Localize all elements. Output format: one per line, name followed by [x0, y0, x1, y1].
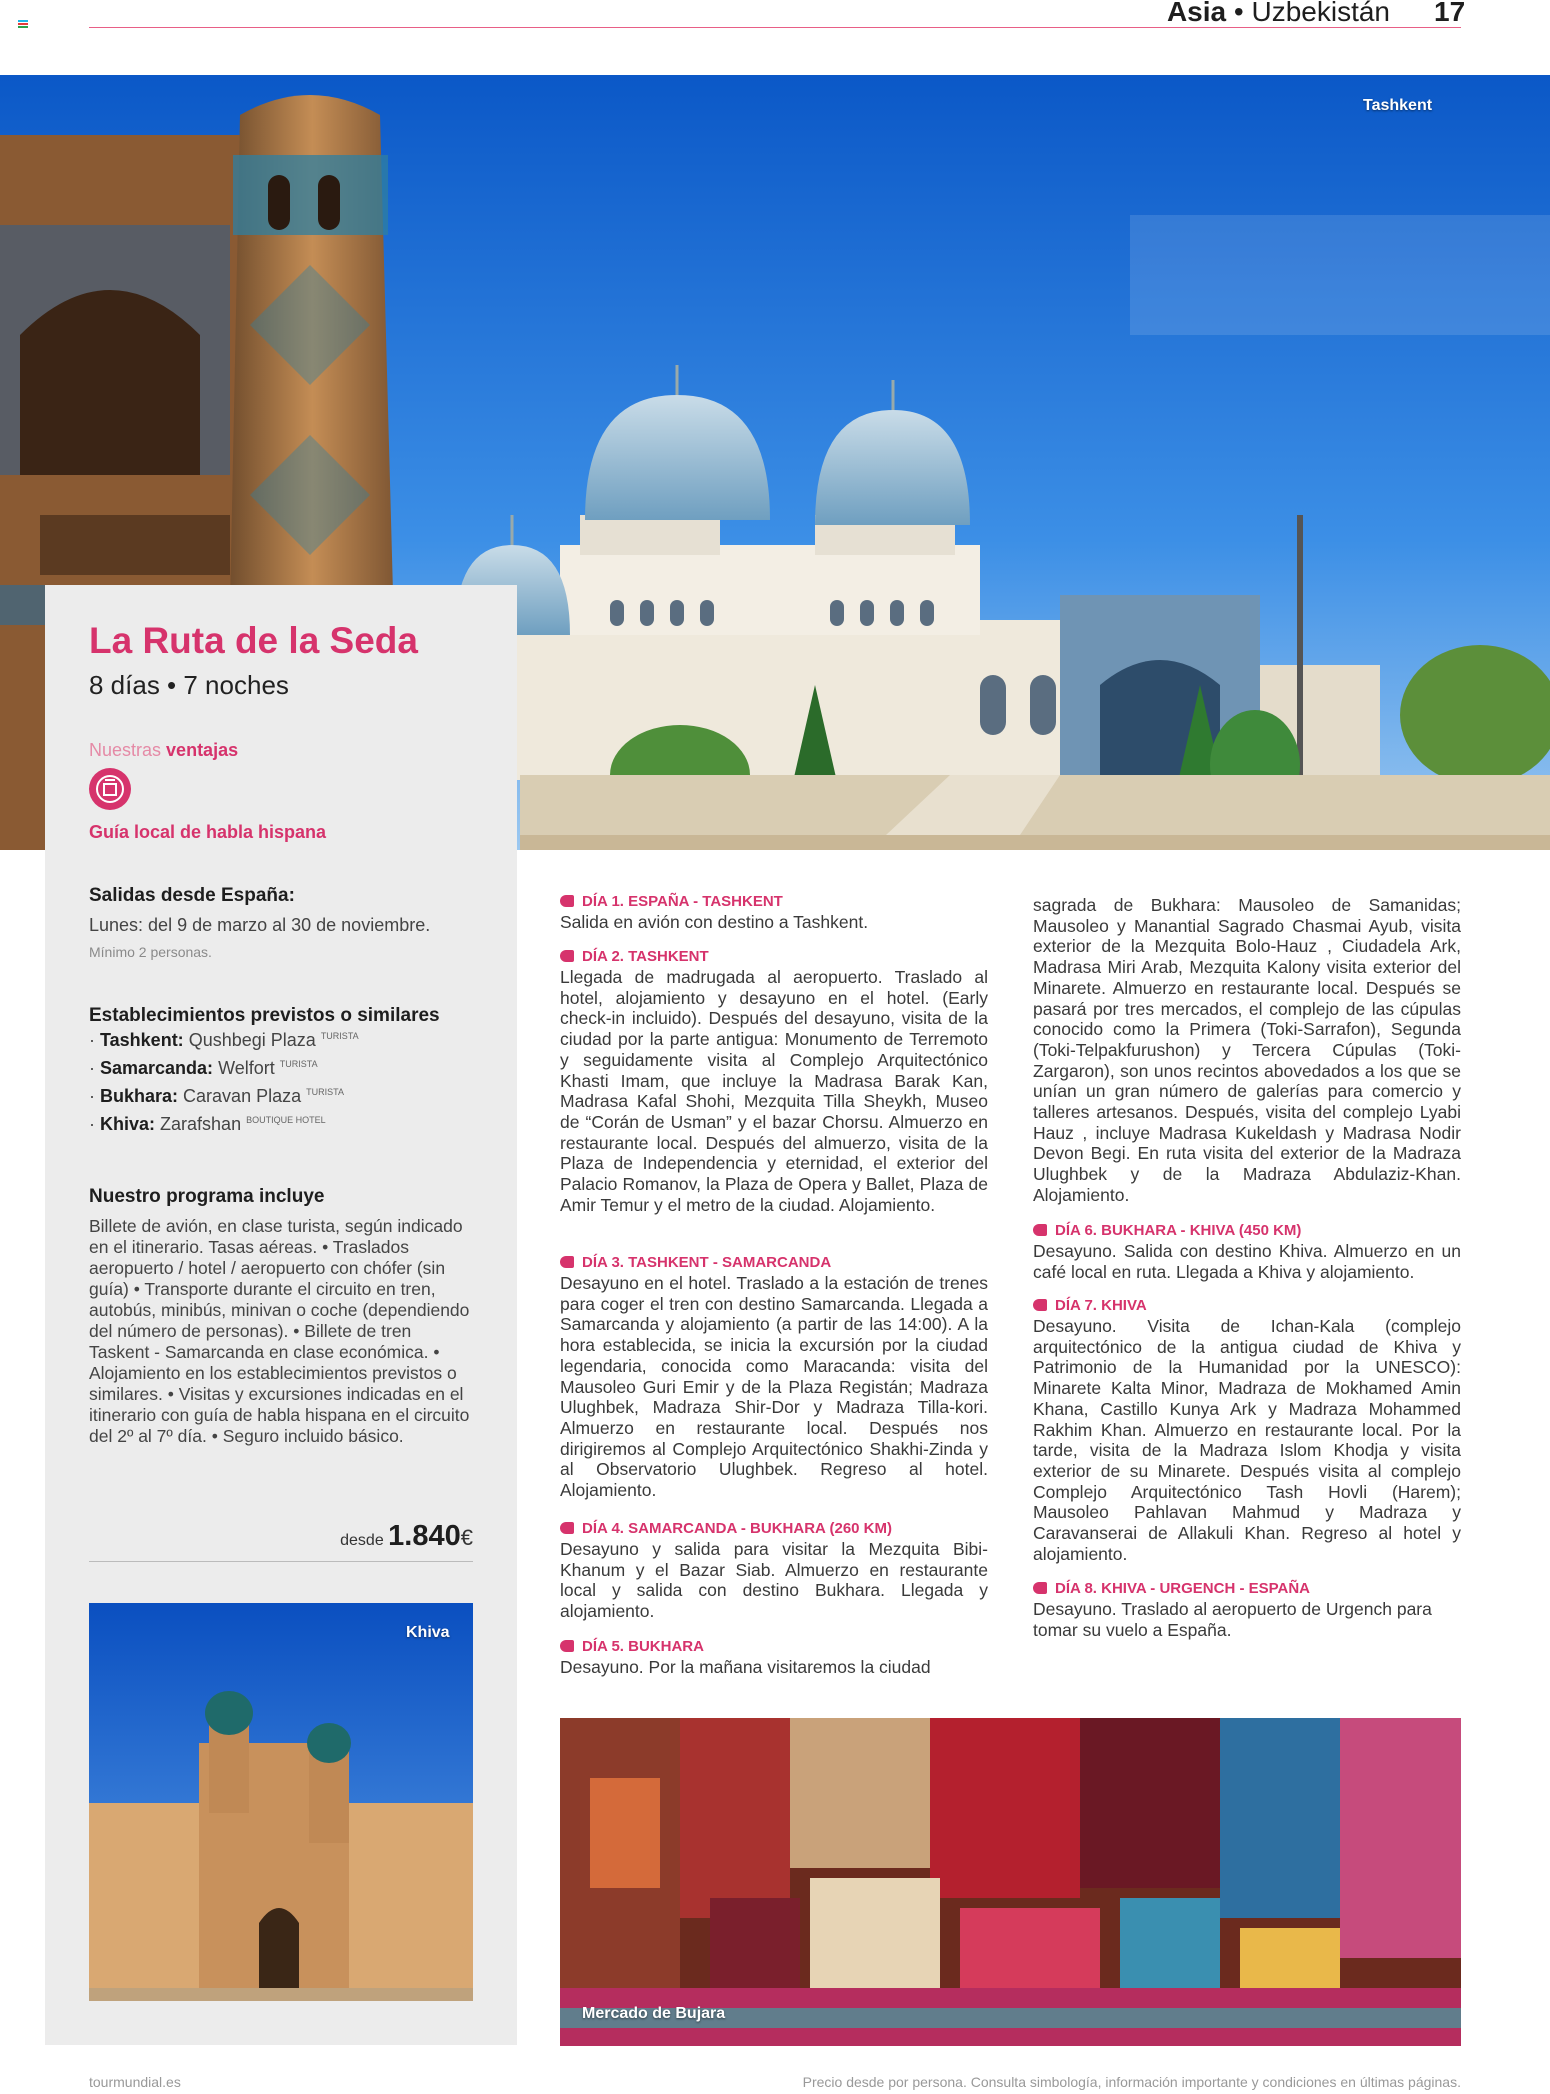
hotel-item: · Tashkent: Qushbegi Plaza $^{TURISTA}$: [89, 1030, 359, 1050]
price-amount: 1.840: [388, 1520, 461, 1552]
advantages-word: ventajas: [166, 740, 239, 760]
hotels-title: Establecimientos previstos o similares: [89, 1005, 440, 1026]
day-7-text: Desayuno. Visita de Ichan-Kala (complejo arquitectónico de la antigua ciudad de Khiva y Patrimonio de la Humanidad por la UNESCO): Minarete Kalta Minor, Madraza de Mokhamed Amin Khana, Castillo Kunya Ark y Madraza Mohammed Rakhim Khan. Almuerzo en restaurante local. Por la tarde, visita de la Madraza Islom Khodja y visita exterior de su Minarete. Después visita al complejo Complejo Arquitectónico Tash Hovli (Harem); Mausoleo Pahlavan Mahmud y Madraza y Caravanserai de Allakuli Khan. Regreso al hotel y alojamiento.: [1033, 1316, 1461, 1564]
page-header: Asia • Uzbekistán: [1167, 0, 1390, 28]
price-from-label: desde: [340, 1532, 384, 1549]
day-4-title: [560, 1520, 892, 1537]
day-title-text: DÍA 6. BUKHARA - KHIVA (450 KM): [1055, 1222, 1302, 1239]
day-title-text: DÍA 7. KHIVA: [1055, 1297, 1147, 1314]
hero-photo-label: Tashkent: [1363, 97, 1433, 114]
departures-dates: Lunes: del 9 de marzo al 30 de noviembre.: [89, 915, 431, 935]
day-5-text-continued: sagrada de Bukhara: Mausoleo de Samanidas; Mausoleo y Manantial Sagrado Chasmai Ayub, visita exterior de la Mezquita Bolo-Hauz , Ciudadela Ark, Madrasa Miri Arab, Mezquita Kalony visita exterior del Minarete. Almuerzo en restaurante local. Después se pasará por tres mercados, el complejo de las cúpulas conocido como la Primera (Toki-Sarrafon), Segunda (Toki-Telpakfurushon) y Tercera Cúpulas (Toki-Zargaron), son unos recintos abovedados a los que se unían un gran número de galerías para comercio y talleres artesanos. Después, visita del complejo Lyabi Hauz , incluye Madrasa Kukeldash y Madrasa Nodir Devon Begi. En ruta visita del exterior de la Madraza Ulughbek y de la Madraza Abdulaziz-Khan. Alojamiento.: [1033, 895, 1461, 1205]
tag-icon: [560, 895, 574, 907]
day-5-text: Desayuno. Por la mañana visitaremos la ciudad: [560, 1657, 931, 1677]
departures-minimum: Mínimo 2 personas.: [89, 944, 212, 960]
guide-label: Guía local de habla hispana: [89, 822, 327, 842]
khiva-photo: [89, 1603, 473, 2001]
hotel-category: BOUTIQUE HOTEL: [246, 1115, 326, 1125]
hotel-item: · Samarcanda: Welfort $^{TURISTA}$: [89, 1058, 318, 1078]
day-1-text: Salida en avión con destino a Tashkent.: [560, 912, 869, 932]
tag-icon: [560, 1522, 574, 1534]
hotel-category: TURISTA: [320, 1031, 359, 1041]
market-photo: [560, 1718, 1461, 2046]
footer-website[interactable]: tourmundial.es: [89, 2074, 181, 2090]
hotel-item: · Bukhara: Caravan Plaza $^{TURISTA}$: [89, 1086, 344, 1106]
hotel-name: Zarafshan: [160, 1114, 242, 1134]
tag-icon: [1033, 1582, 1047, 1594]
tag-icon: [560, 950, 574, 962]
tag-icon: [560, 1256, 574, 1268]
flag-icon: [18, 20, 28, 27]
hotel-city: Samarcanda:: [100, 1058, 214, 1078]
day-7-title: [1033, 1297, 1147, 1314]
departures-title: Salidas desde España:: [89, 885, 295, 906]
header-country: Uzbekistán: [1251, 0, 1390, 27]
hotel-city: Bukhara:: [100, 1086, 179, 1106]
day-title-text: DÍA 4. SAMARCANDA - BUKHARA (260 KM): [582, 1520, 893, 1537]
day-2-text: Llegada de madrugada al aeropuerto. Traslado al hotel, alojamiento y desayuno en el hotel. (Early check-in incluido). Después del desayuno, visita de la ciudad por la parte antigua: Monumento de Terremoto y seguidamente visita al Complejo Arquitectónico Khasti Imam, que incluye la Madrasa Barak Kan, Madrasa Kafal Shohi, Mezquita Tilla Sheykh, Museo de “Corán de Usman” y el bazar Chorsu. Almuerzo en restaurante local. Después del almuerzo, visita de la Plaza de Independencia y eternidad, el exterior del Palacio Romanov, la Plaza de Opera y Ballet, Plaza de Amir Temur y el metro de la ciudad. Alojamiento.: [560, 967, 988, 1215]
footer-note: Precio desde por persona. Consulta simbología, información importante y condiciones en últimas páginas.: [802, 2074, 1461, 2090]
day-2-title: [560, 948, 709, 965]
local-guide-icon: [89, 768, 131, 810]
day-title-text: DÍA 1. ESPAÑA - TASHKENT: [582, 893, 783, 910]
hotel-city: Tashkent:: [100, 1030, 184, 1050]
tour-duration: 8 días • 7 noches: [89, 670, 289, 700]
day-8-text: Desayuno. Traslado al aeropuerto de Urgench para tomar su vuelo a España.: [1033, 1599, 1432, 1640]
day-4-text: Desayuno y salida para visitar la Mezquita Bibi-Khanum y el Bazar Siab. Almuerzo en restaurante local y salida con destino Bukhara. Llegada y alojamiento.: [560, 1539, 988, 1622]
day-3-text: Desayuno en el hotel. Traslado a la estación de trenes para coger el tren con destino Samarcanda. Llegada a Samarcanda y alojamiento (a partir de las 14:00). A la hora establecida, se inicia la excursión por la ciudad legendaria, conocida como Maracanda: visita del Mausoleo Guri Emir y de la Plaza Registán; Madraza Ulughbek, Madraza Shir-Dor y Madraza Tilla-kori. Almuerzo en restaurante local. Después nos dirigiremos al Complejo Arquitectónico Shakhi-Zinda y al Observatorio Ulughbek. Regreso al hotel. Alojamiento.: [560, 1273, 988, 1501]
hotel-category: TURISTA: [306, 1087, 344, 1097]
includes-title: Nuestro programa incluye: [89, 1186, 325, 1207]
hotels-list: [89, 1030, 359, 1142]
market-photo-label: Mercado de Bujara: [582, 2005, 726, 2022]
day-title-text: DÍA 3. TASHKENT - SAMARCANDA: [582, 1254, 832, 1271]
tag-icon: [1033, 1299, 1047, 1311]
day-6-title: [1033, 1222, 1301, 1239]
khiva-photo-label: Khiva: [406, 1624, 450, 1641]
tag-icon: [1033, 1224, 1047, 1236]
hotel-name: Welfort: [218, 1058, 275, 1078]
day-5-title: [560, 1638, 704, 1655]
day-title-text: DÍA 2. TASHKENT: [582, 948, 709, 965]
hotel-name: Qushbegi Plaza: [188, 1030, 316, 1050]
tour-title: La Ruta de la Seda: [89, 620, 418, 661]
advantages-label: [89, 740, 238, 761]
day-3-title: [560, 1254, 831, 1271]
hotel-name: Caravan Plaza: [183, 1086, 302, 1106]
day-1-title: [560, 893, 783, 910]
page-number: 17: [1434, 0, 1466, 27]
hotel-category: TURISTA: [279, 1059, 318, 1069]
price-currency: €: [460, 1525, 473, 1550]
day-title-text: DÍA 8. KHIVA - URGENCH - ESPAÑA: [1055, 1580, 1311, 1597]
price-block: [89, 1520, 473, 1562]
tag-icon: [560, 1640, 574, 1652]
hotel-item: · Khiva: Zarafshan $^{BOUTIQUE HOTEL}$: [89, 1114, 326, 1134]
day-6-text: Desayuno. Salida con destino Khiva. Almuerzo en un café local en ruta. Llegada a Khiva y alojamiento.: [1033, 1241, 1461, 1282]
header-region: Asia: [1166, 0, 1227, 27]
advantages-prefix: Nuestras: [89, 740, 162, 760]
day-title-text: DÍA 5. BUKHARA: [582, 1638, 704, 1655]
hotel-city: Khiva:: [100, 1114, 156, 1134]
day-8-title: [1033, 1580, 1310, 1597]
includes-text: Billete de avión, en clase turista, según indicado en el itinerario. Tasas aéreas. • Traslados aeropuerto / hotel / aeropuerto con chófer (sin guía) • Transporte durante el circuito en tren, autobús, minibús, minivan o coche (dependiendo del número de personas). • Billete de tren Taskent - Samarcanda en clase económica. • Alojamiento en los establecimientos previstos o similares. • Visitas y excursiones indicadas en el itinerario con guía de habla hispana en el circuito del 2º al 7º día. • Seguro incluido básico.: [89, 1216, 470, 1446]
